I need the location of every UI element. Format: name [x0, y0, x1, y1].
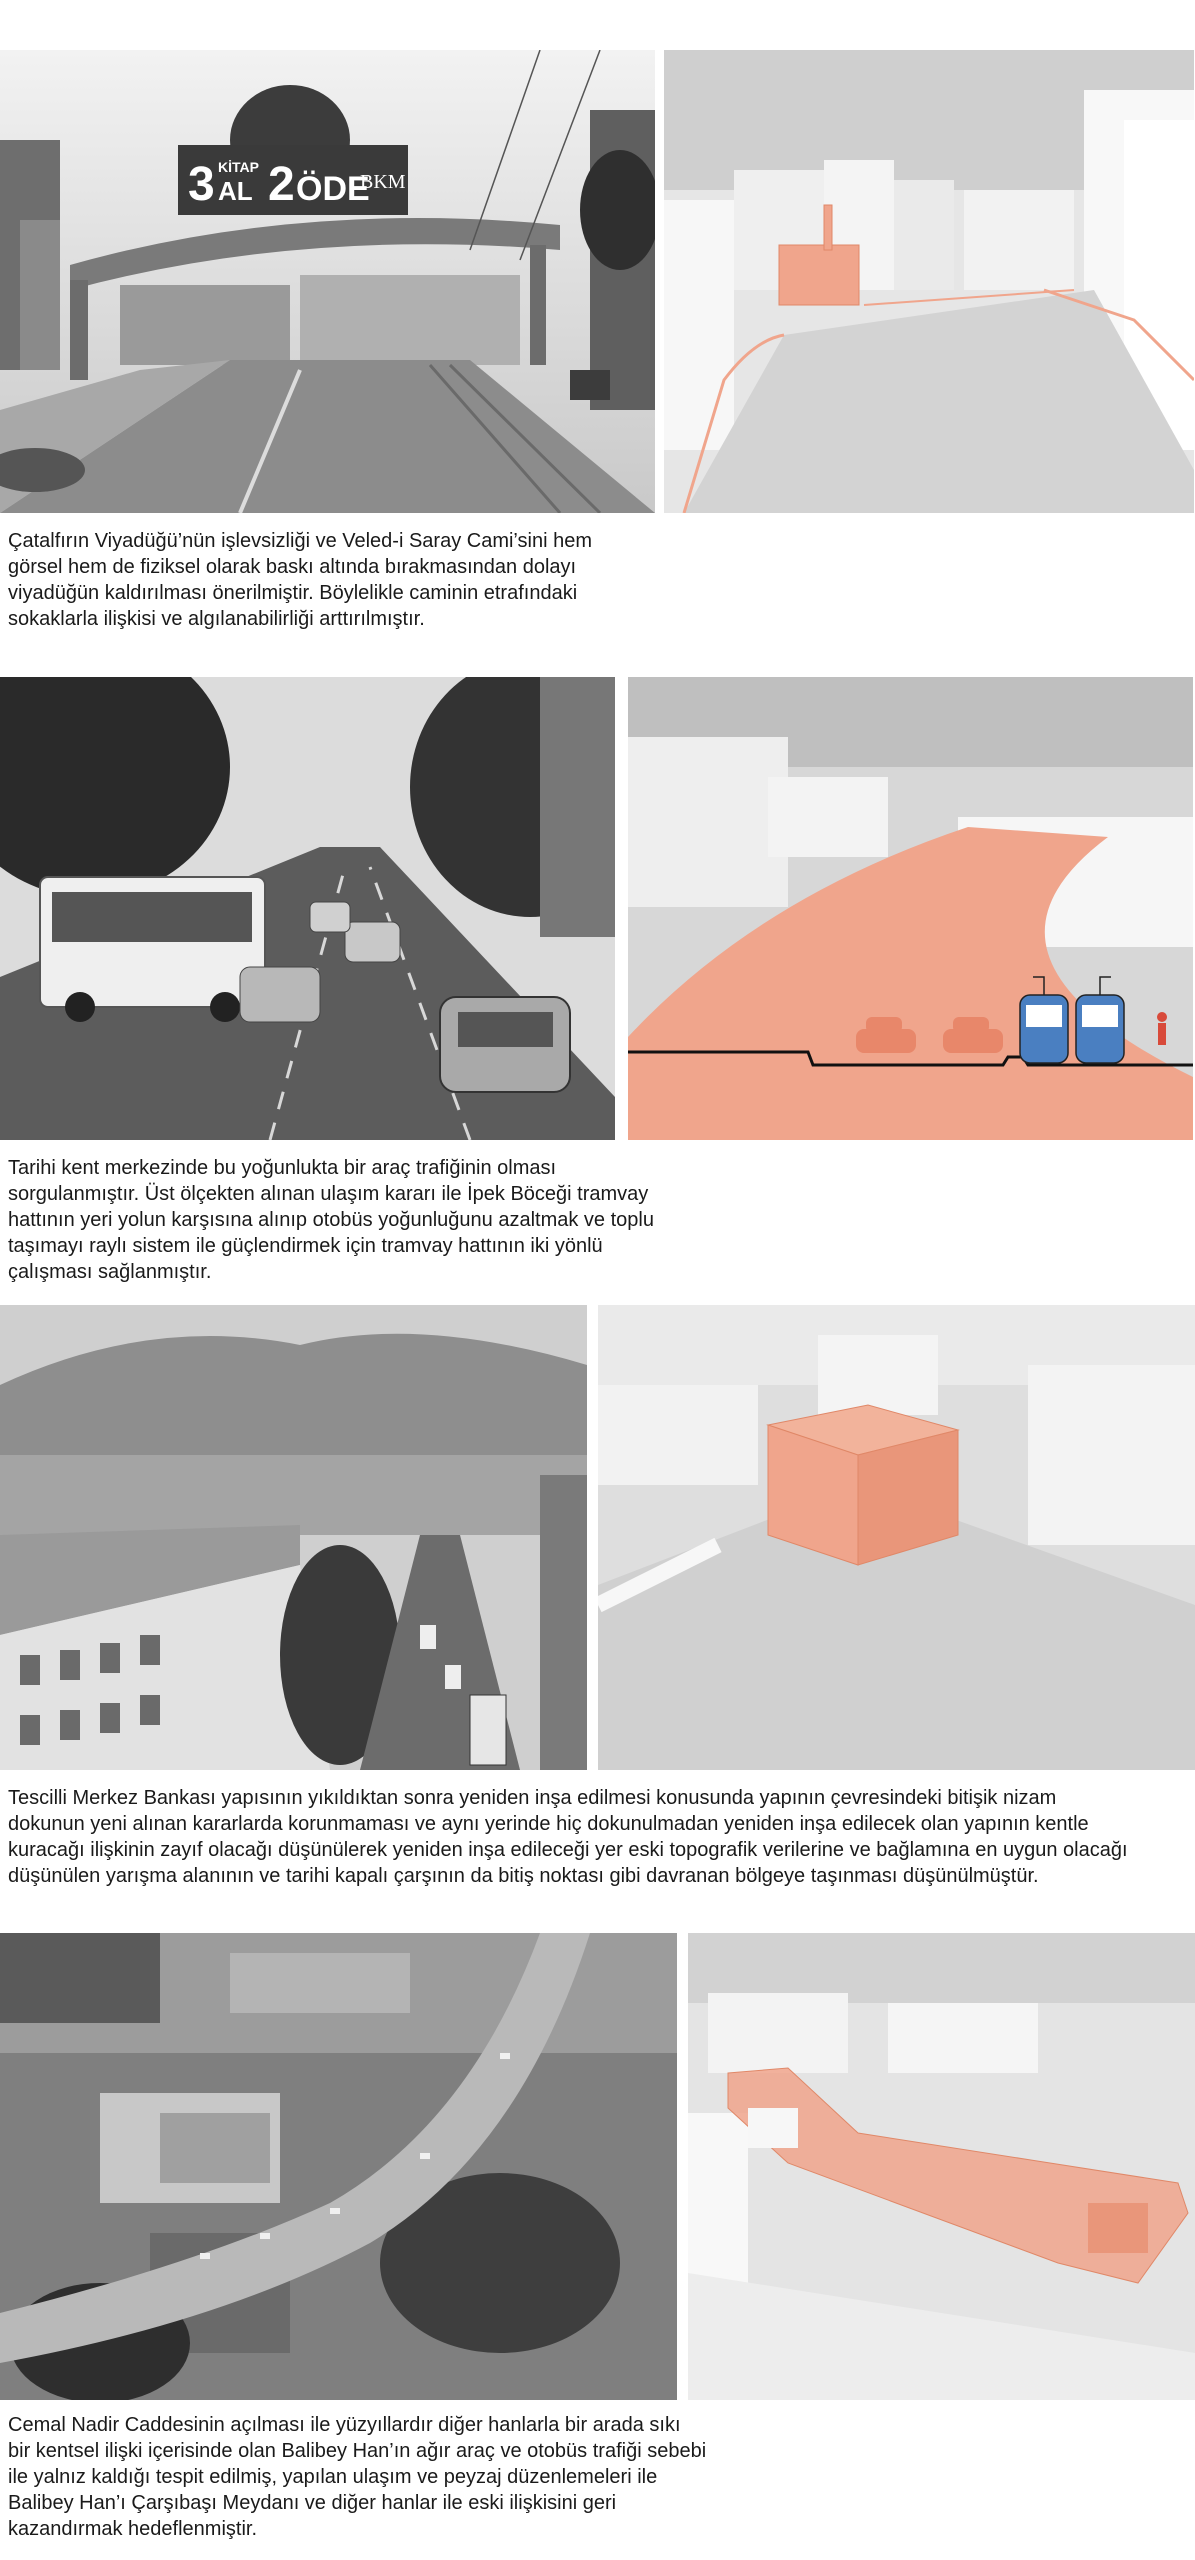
person-icon — [1157, 1012, 1167, 1045]
section-4-caption: Cemal Nadir Caddesinin açılması ile yüzyıllardır diğer hanlarla bir arada sıkı bir kentsel ilişki içerisinde olan Balibey Han’ın ağır araç ve otobüs trafiği sebebi ile yalnız kaldığı tespit edilmiş, yapılan ulaşım ve peyzaj düzenlemeleri ile Balibey Han’ı Çarşıbaşı Meydanı ve diğer hanlar ile eski ilişkisini geri kazandırmak hedeflenmiştir. — [8, 2414, 707, 2540]
section-1-caption: Çatalfırın Viyadüğü’nün işlevsizliği ve Veled-i Saray Cami’sini hem görsel hem de fiziksel olarak baskı altında bırakmasından dolayı viyadüğün kaldırılması önerilmiştir. Böylelikle caminin etrafındaki sokaklarla ilişkisi ve algılanabilirliği arttırılmıştır. — [8, 530, 592, 630]
section-3-caption: Tescilli Merkez Bankası yapısının yıkıldıktan sonra yeniden inşa edilmesi konusunda yapının çevresindeki bitişik nizam dokunun yeni alınan kararlarda korunmaması ve aynı yerinde hiç dokunulmadan yeniden inşa edilecek olan yapının kentle kuracağı ilişkinin zayıf olacağı düşünülerek yeniden inşa edileceği yer eski topografik verilerine ve bağlamına en uygun olacağı düşünülen yarışma alanının ve tarihi kapalı çarşının da bitiş noktası gibi davranan bölgeye taşınması düşünülmüştür. — [8, 1787, 1128, 1887]
bank-render — [598, 1305, 1195, 1770]
viaduct-photo — [0, 50, 655, 513]
viaduct-render — [664, 50, 1194, 513]
svg-text:BKM: BKM — [360, 171, 406, 193]
svg-text:KİTAP: KİTAP — [218, 159, 259, 175]
svg-text:2: 2 — [268, 158, 295, 211]
svg-text:AL: AL — [218, 176, 253, 206]
bank-photo — [0, 1305, 587, 1770]
traffic-photo — [0, 677, 615, 1140]
svg-text:3: 3 — [188, 158, 215, 211]
street-aerial-photo — [0, 1933, 677, 2400]
tram-render — [628, 677, 1193, 1140]
section-2-caption: Tarihi kent merkezinde bu yoğunlukta bir araç trafiğinin olması sorgulanmıştır. Üst ölçekten alınan ulaşım kararı ile İpek Böceği tramvay hattının yeri yolun karşısına alınıp otobüs yoğunluğunu azaltmak ve toplu taşımayı raylı sistem ile güçlendirmek için tramvay hattının iki yönlü çalışması sağlanmıştır. — [8, 1157, 654, 1283]
square-render — [688, 1933, 1195, 2400]
svg-text:ÖDE: ÖDE — [296, 170, 370, 208]
